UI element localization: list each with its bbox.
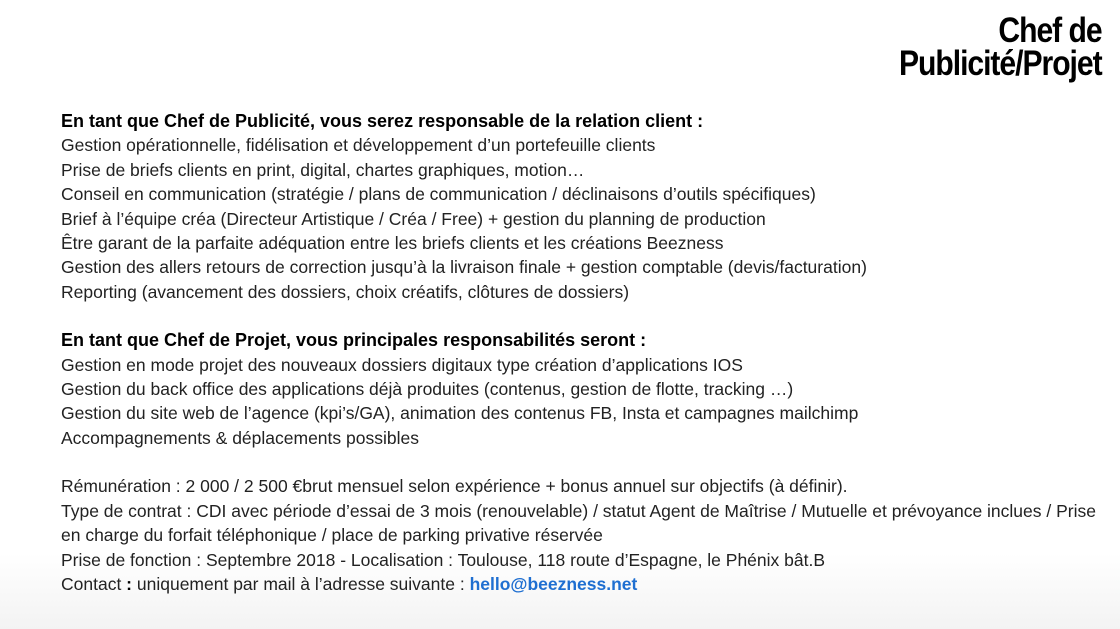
page-title — [899, 11, 1102, 83]
job-description — [61, 109, 1101, 596]
job-details — [61, 474, 1101, 596]
contract-type-text: Type de contrat : CDI avec période d’essai de 3 mois (renouvelable) / statut Agent de Maîtrise / Mutuelle et prévoyance inclues / Prise en charge du forfait téléphonique / place de parking privative réservée — [61, 500, 1096, 546]
contact-text: uniquement par mail à l’adresse suivante : — [136, 573, 470, 594]
list-item: Conseil en communication (stratégie / plans de communication / déclinaisons d’outils spécifiques) — [61, 184, 816, 205]
page-title-line2: Publicité/Projet — [899, 44, 1102, 83]
contact-colon: : — [121, 573, 137, 594]
list-item: Reporting (avancement des dossiers, choix créatifs, clôtures de dossiers) — [61, 281, 630, 302]
list-item: Accompagnements & déplacements possibles — [61, 427, 419, 448]
projet-section-heading: En tant que Chef de Projet, vous principales responsabilités seront : — [61, 330, 647, 351]
page-title-line1: Chef de — [998, 11, 1102, 50]
pub-section-heading: En tant que Chef de Publicité, vous serez responsable de la relation client : — [61, 111, 704, 131]
list-item: Gestion opérationnelle, fidélisation et développement d’un portefeuille clients — [61, 135, 656, 156]
list-item: Gestion des allers retours de correction jusqu’à la livraison finale + gestion comptable (devis/facturation) — [61, 257, 867, 278]
list-item: Gestion du back office des applications déjà produites (contenus, gestion de flotte, tracking …) — [61, 379, 794, 400]
list-item: Prise de briefs clients en print, digital, chartes graphiques, motion… — [61, 159, 585, 180]
list-item: Brief à l’équipe créa (Directeur Artistique / Créa / Free) + gestion du planning de production — [61, 208, 766, 229]
pub-responsibilities-list — [61, 133, 1101, 304]
list-item: Gestion en mode projet des nouveaux dossiers digitaux type création d’applications IOS — [61, 354, 743, 375]
contact-email-link[interactable]: hello@beezness.net — [469, 573, 638, 594]
remuneration-text: Rémunération : 2 000 / 2 500 €brut mensuel selon expérience + bonus annuel sur objectifs (à définir). — [61, 476, 848, 497]
section-spacer — [61, 450, 1101, 474]
section-spacer — [61, 304, 1101, 328]
list-item: Être garant de la parfaite adéquation entre les briefs clients et les créations Beezness — [61, 233, 724, 254]
projet-responsibilities-list — [61, 353, 1101, 451]
contact-line — [61, 572, 1101, 596]
start-date-location-text: Prise de fonction : Septembre 2018 - Localisation : Toulouse, 118 route d’Espagne, le Phénix bât.B — [61, 549, 826, 570]
contact-label: Contact — [61, 573, 122, 594]
list-item: Gestion du site web de l’agence (kpi’s/GA), animation des contenus FB, Insta et campagnes mailchimp — [61, 403, 859, 424]
